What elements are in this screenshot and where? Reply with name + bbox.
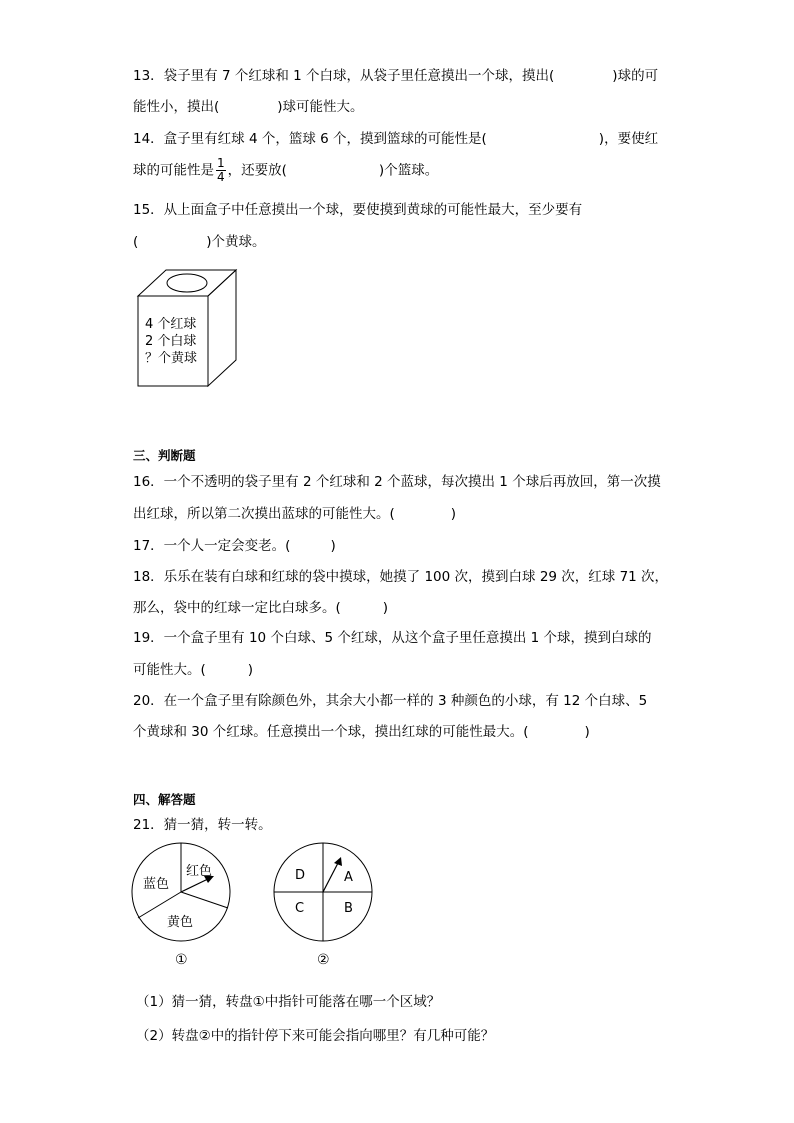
q15-line2: ( )个黄球。 bbox=[133, 234, 266, 250]
q14-line2: 球的可能性是 $\frac{1}{4}$ ，还要放( )个篮球。 bbox=[133, 156, 439, 184]
q13-line2: 能性小，摸出( )球可能性大。 bbox=[133, 99, 364, 115]
spinner-2-label-c: C bbox=[295, 901, 305, 916]
spinner-2-pointer bbox=[323, 863, 338, 892]
spinner-2-label-d: D bbox=[295, 868, 306, 883]
section3-title: 三、判断题 bbox=[133, 448, 196, 463]
box-label-red: 4 个红球 bbox=[145, 317, 197, 332]
spinner-2-label-b: B bbox=[344, 901, 353, 916]
box-side-face bbox=[208, 270, 236, 386]
spinner-1-blue-label: 蓝色 bbox=[143, 877, 170, 892]
q21-title: 21．猜一猜，转一转。 bbox=[133, 817, 272, 833]
q21-sub2: （2）转盘②中的指针停下来可能会指向哪里？有几种可能？ bbox=[136, 1028, 495, 1044]
spinner-2-label-a: A bbox=[344, 870, 353, 885]
box-label-white: 2 个白球 bbox=[145, 334, 197, 349]
spinner-2-number-label: ② bbox=[317, 952, 330, 968]
q14-line1: 14．盒子里有红球 4 个，篮球 6 个，摸到篮球的可能性是( )，要使红 bbox=[133, 131, 659, 147]
q20-line1: 20．在一个盒子里有除颜色外，其余大小都一样的 3 种颜色的小球，有 12 个白球、5 bbox=[133, 693, 648, 709]
q18-line1: 18．乐乐在装有白球和红球的袋中摸球，她摸了 100 次，摸到白球 29 次，红球 71 次， bbox=[133, 569, 669, 585]
q20-line2: 个黄球和 30 个红球。任意摸出一个球，摸出红球的可能性最大。( ) bbox=[133, 724, 590, 740]
q14-fraction: $\frac{1}{4}$ bbox=[217, 156, 225, 184]
spinner-1-pointer bbox=[181, 878, 210, 892]
q16-line1: 16．一个不透明的袋子里有 2 个红球和 2 个蓝球，每次摸出 1 个球后再放回，第一次摸 bbox=[133, 474, 661, 490]
spinner-2 bbox=[272, 841, 378, 969]
q19-line2: 可能性大。( ) bbox=[133, 662, 254, 678]
q19-line1: 19．一个盒子里有 10 个白球、5 个红球，从这个盒子里任意摸出 1 个球，摸到白球的 bbox=[133, 630, 652, 646]
box-opening-ellipse bbox=[167, 274, 207, 292]
q17-line: 17．一个人一定会变老。( ) bbox=[133, 538, 336, 554]
q16-line2: 出红球，所以第二次摸出蓝球的可能性大。( ) bbox=[133, 506, 457, 522]
q21-sub1: （1）猜一猜，转盘①中指针可能落在哪一个区域？ bbox=[136, 994, 441, 1010]
spinner-2-arrowhead bbox=[334, 857, 342, 866]
q18-line2: 那么，袋中的红球一定比白球多。( ) bbox=[133, 600, 389, 616]
ball-box-figure bbox=[130, 264, 242, 392]
q13-line1: 13．袋子里有 7 个红球和 1 个白球，从袋子里任意摸出一个球，摸出( )球的可 bbox=[133, 68, 659, 84]
spinner-1-yellow-label: 黄色 bbox=[167, 915, 194, 930]
q15-line1: 15．从上面盒子中任意摸出一个球，要使摸到黄球的可能性最大，至少要有 bbox=[133, 202, 583, 218]
spinner-1-divider-right bbox=[181, 892, 228, 908]
spinner-1-number-label: ① bbox=[175, 952, 188, 968]
section4-title: 四、解答题 bbox=[133, 792, 196, 807]
spinner-1 bbox=[130, 841, 236, 969]
spinner-1-red-label: 红色 bbox=[186, 864, 213, 879]
box-label-yellow: ？个黄球 bbox=[145, 351, 198, 366]
